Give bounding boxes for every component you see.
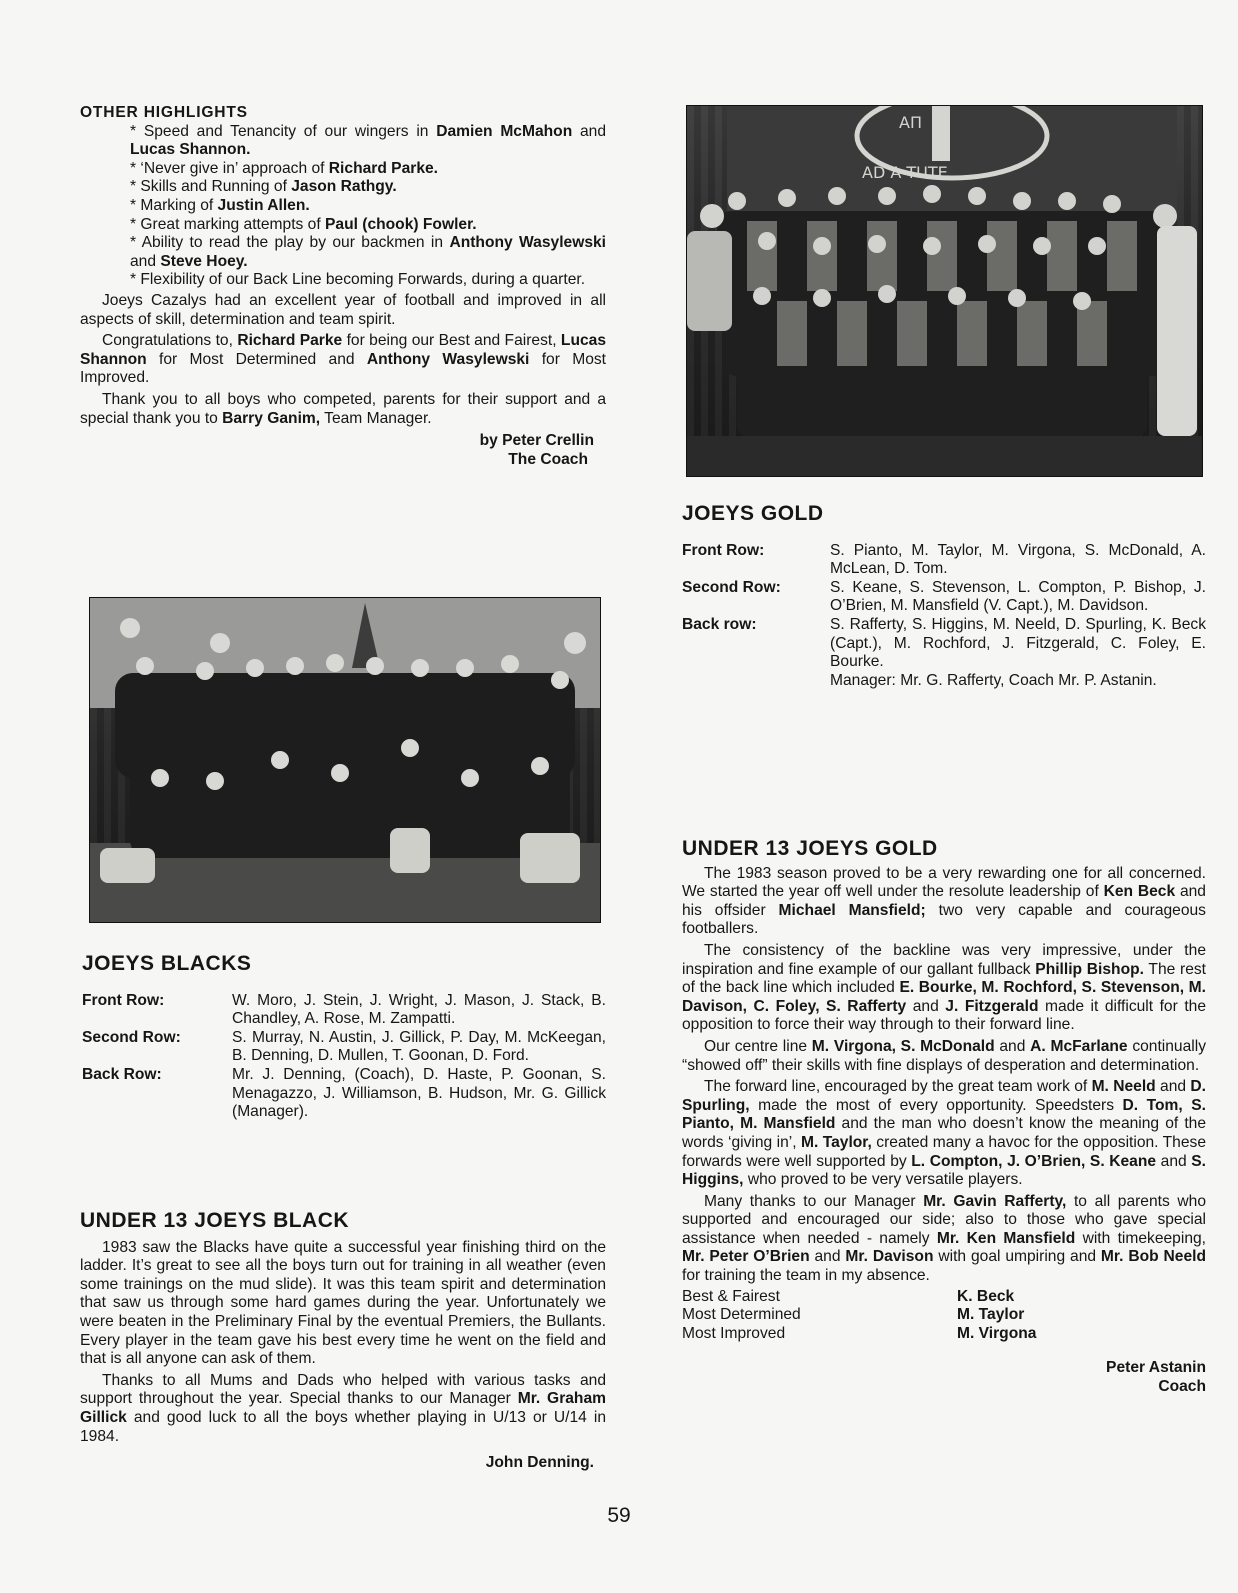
award-label: Best & Fairest bbox=[682, 1287, 780, 1305]
highlights-signature bbox=[80, 432, 606, 469]
joeys-blacks-title: JOEYS BLACKS bbox=[82, 952, 252, 975]
highlight-item: * Speed and Tenancity of our wingers in Damien McMahon and Lucas Shannon. bbox=[130, 122, 606, 159]
team-photo-image bbox=[90, 598, 600, 922]
joeys-blacks-team-photo bbox=[89, 597, 601, 923]
congratulations-paragraph: Congratulations to, Richard Parke for being our Best and Fairest, Lucas Shannon for Most Determined and Anthony Wasylewski for Most Improved. bbox=[80, 332, 607, 387]
highlight-item: * Great marking attempts of Paul (chook) Fowler. bbox=[130, 215, 477, 233]
roster-label: Back row: bbox=[682, 615, 757, 633]
u13-black-signature: John Denning. bbox=[485, 1454, 594, 1472]
highlights-list bbox=[80, 123, 606, 290]
roster-names: W. Moro, J. Stein, J. Wright, J. Mason, J. Stack, B. Chandley, A. Rose, M. Zampatti. bbox=[232, 991, 606, 1028]
thanks-paragraph: Thank you to all boys who competed, parents for their support and a special thank you to Barry Ganim, Team Manager. bbox=[80, 390, 606, 427]
signature-role: The Coach bbox=[508, 450, 588, 468]
award-winner: K. Beck bbox=[957, 1287, 1015, 1305]
roster-label: Front Row: bbox=[682, 541, 765, 559]
joeys-gold-team-photo bbox=[686, 105, 1203, 477]
u13-gold-paragraph: The forward line, encouraged by the great team work of M. Neeld and D. Spurling, made the most of every opportunity. Speedsters D. Tom, S. Pianto, M. Mansfield and the man who doesn’t know the meaning of the words ‘giving in’, M. Taylor, created many a havoc for the opposition. These forwards were well supported by L. Compton, J. O’Brien, S. Keane and S. Higgins, who proved to be very versatile players. bbox=[682, 1078, 1207, 1189]
roster-names: S. Keane, S. Stevenson, L. Compton, P. Bishop, J. O’Brien, M. Mansfield (V. Capt.), M. Davidson. bbox=[830, 578, 1206, 615]
awards-list bbox=[682, 1288, 1206, 1344]
award-label: Most Improved bbox=[682, 1324, 786, 1342]
roster-label: Front Row: bbox=[82, 991, 165, 1009]
signature-name: by Peter Crellin bbox=[479, 432, 594, 450]
page-number: 59 bbox=[607, 1504, 631, 1527]
roster-label: Back Row: bbox=[82, 1065, 162, 1083]
roster-names: Mr. J. Denning, (Coach), D. Haste, P. Goonan, S. Menagazzo, J. Williamson, B. Hudson, Mr. G. Gillick (Manager). bbox=[232, 1065, 606, 1121]
u13-gold-paragraph: The 1983 season proved to be a very rewarding one for all concerned. We started the year off well under the resolute leadership of Ken Beck and his offsider Michael Mansfield; two very capable and courageous footballers. bbox=[682, 864, 1206, 938]
highlights-paragraph: Joeys Cazalys had an excellent year of football and improved in all aspects of skill, determination and team spirit. bbox=[80, 291, 606, 328]
joeys-gold-title: JOEYS GOLD bbox=[682, 502, 824, 525]
joeys-blacks-section bbox=[82, 952, 606, 1122]
banner-monogram: ΑΠ bbox=[899, 113, 922, 132]
roster-label: Second Row: bbox=[82, 1028, 181, 1046]
highlight-item: * Marking of Justin Allen. bbox=[130, 196, 310, 214]
signature-role: Coach bbox=[1158, 1378, 1206, 1396]
roster-names: S. Rafferty, S. Higgins, M. Neeld, D. Spurling, K. Beck (Capt.), M. Rochford, J. Fitzgerald, C. Foley, E. Bourke. bbox=[830, 615, 1206, 671]
award-winner: M. Virgona bbox=[957, 1324, 1037, 1342]
highlight-item: * Ability to read the play by our backmen in Anthony Wasylewski and Steve Hoey. bbox=[130, 234, 607, 270]
signature-name: Peter Astanin bbox=[1106, 1359, 1206, 1377]
highlight-item: * Skills and Running of Jason Rathgy. bbox=[130, 178, 397, 196]
u13-black-title: UNDER 13 JOEYS BLACK bbox=[80, 1209, 350, 1232]
award-winner: M. Taylor bbox=[957, 1306, 1025, 1324]
roster-names: S. Pianto, M. Taylor, M. Virgona, S. McDonald, A. McLean, D. Tom. bbox=[830, 541, 1206, 578]
highlights-section bbox=[80, 104, 606, 469]
roster-label: Second Row: bbox=[682, 578, 781, 596]
highlight-item: * Flexibility of our Back Line becoming Forwards, during a quarter. bbox=[130, 271, 586, 289]
award-label: Most Determined bbox=[682, 1306, 801, 1324]
u13-gold-signature bbox=[682, 1359, 1206, 1396]
gold-manager-line: Manager: Mr. G. Rafferty, Coach Mr. P. Astanin. bbox=[830, 671, 1157, 689]
u13-black-paragraph: Thanks to all Mums and Dads who helped with various tasks and support throughout the year. Special thanks to our Manager Mr. Graham Gillick and good luck to all the boys whether playing in U/13 or U/14 in 1984. bbox=[80, 1371, 606, 1445]
joeys-gold-roster bbox=[682, 542, 1206, 691]
u13-gold-paragraph: Many thanks to our Manager Mr. Gavin Rafferty, to all parents who supported and encouraged our side; also to those who gave special assistance when needed - namely Mr. Ken Mansfield with timekeeping, Mr. Peter O’Brien and Mr. Davison with goal umpiring and Mr. Bob Neeld for training the team in my absence. bbox=[682, 1192, 1206, 1285]
team-photo-image bbox=[687, 106, 1202, 476]
u13-black-article bbox=[80, 1209, 606, 1473]
u13-gold-title: UNDER 13 JOEYS GOLD bbox=[682, 837, 938, 860]
highlight-item: * ‘Never give in’ approach of Richard Parke. bbox=[130, 159, 439, 177]
u13-black-paragraph: 1983 saw the Blacks have quite a successful year finishing third on the ladder. It’s great to see all the boys turn out for training in all weather (even some trainings on the mud slide). It was this team spirit and determination that saw us through some hard games during the year. Unfortunately we were beaten in the Preliminary Final by the eventual Premiers, the Bullants. Every player in the team gave his best every time he went on the field and that is all anyone can ask of them. bbox=[80, 1238, 606, 1368]
u13-gold-paragraph: Our centre line M. Virgona, S. McDonald and A. McFarlane continually “showed off” their skills with fine displays of desperation and determination. bbox=[682, 1037, 1207, 1074]
joeys-gold-section bbox=[682, 502, 1206, 690]
u13-gold-paragraph: The consistency of the backline was very impressive, under the inspiration and fine example of our gallant fullback Phillip Bishop. The rest of the back line which included E. Bourke, M. Rochford, S. Stevenson, M. Davison, C. Foley, S. Rafferty and J. Fitzgerald made it difficult for the opposition to force their way through to their forward line. bbox=[682, 941, 1207, 1034]
roster-names: S. Murray, N. Austin, J. Gillick, P. Day, M. McKeegan, B. Denning, D. Mullen, T. Goonan, D. Ford. bbox=[232, 1028, 606, 1065]
roster-names-group bbox=[830, 616, 1206, 690]
u13-gold-article bbox=[682, 837, 1207, 1397]
banner-arc-text: AD A TUTE bbox=[862, 163, 948, 182]
joeys-blacks-roster bbox=[82, 992, 606, 1122]
highlights-title: OTHER HIGHLIGHTS bbox=[80, 104, 248, 121]
